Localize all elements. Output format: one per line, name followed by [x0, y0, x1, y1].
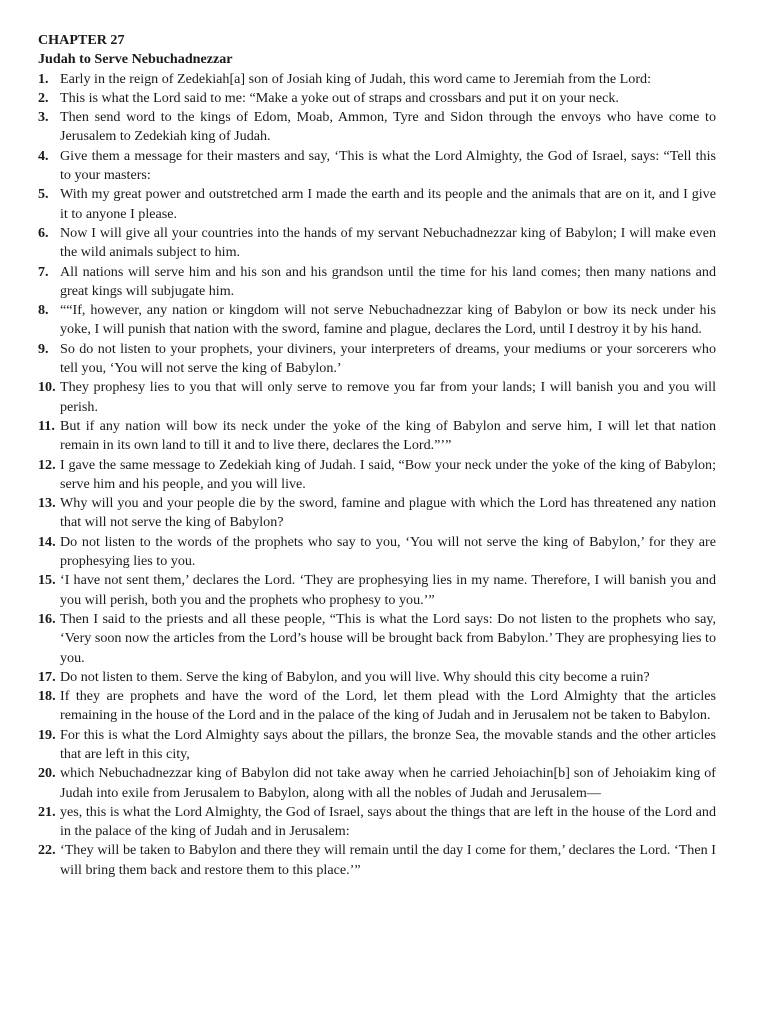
- verse-item: [38, 687, 716, 726]
- verse-item: [38, 764, 716, 803]
- verse-item: [38, 668, 716, 687]
- verse-number: 22.: [38, 842, 56, 859]
- section-title: Judah to Serve Nebuchadnezzar: [38, 51, 233, 68]
- verse-item: [38, 224, 716, 263]
- verse-number: 6.: [38, 224, 49, 241]
- verse-text: ‘They will be taken to Babylon and there they will remain until the day I come for them,’ declares the Lord. ‘Then I will bring them back and restore them to this place.’”: [60, 842, 716, 878]
- verse-number: 13.: [38, 495, 56, 512]
- verse-item: [38, 533, 716, 572]
- verse-text: Do not listen to the words of the prophets who say to you, ‘You will not serve the king of Babylon,’ for they are prophesying lies to you.: [60, 533, 716, 570]
- verse-number: 5.: [38, 186, 49, 203]
- verse-number: 20.: [38, 765, 56, 782]
- verse-item: [38, 841, 716, 880]
- verse-item: [38, 417, 716, 456]
- verse-text: Then I said to the priests and all these people, “This is what the Lord says: Do not listen to the prophets who say, ‘Very soon now the articles from the Lord’s house will be brought back from Babylon.’ They are prophesying lies to you.: [60, 610, 716, 666]
- verse-text: Why will you and your people die by the sword, famine and plague with which the Lord has threatened any nation that will not serve the king of Babylon?: [60, 495, 716, 531]
- verse-item: [38, 494, 716, 533]
- verse-item: [38, 89, 716, 108]
- verse-number: 21.: [38, 803, 56, 820]
- verse-number: 12.: [38, 456, 56, 473]
- verse-text: which Nebuchadnezzar king of Babylon did not take away when he carried Jehoiachin[b] son of Jehoiakim king of Judah into exile from Jerusalem to Babylon, along with all the nobles of Judah and Jerusalem—: [60, 765, 716, 801]
- verse-list: [38, 70, 716, 880]
- chapter-title: CHAPTER 27: [38, 32, 125, 48]
- verse-item: [38, 726, 716, 765]
- verse-text: Give them a message for their masters and say, ‘This is what the Lord Almighty, the God of Israel, says: “Tell this to your masters:: [60, 147, 716, 184]
- verse-text: Do not listen to them. Serve the king of Babylon, and you will live. Why should this city become a ruin?: [60, 668, 650, 685]
- verse-text: I gave the same message to Zedekiah king of Judah. I said, “Bow your neck under the yoke of the king of Babylon; serve him and his people, and you will live.: [60, 456, 716, 492]
- verse-text: But if any nation will bow its neck under the yoke of the king of Babylon and serve him, I will let that nation remain in its own land to till it and to live there, declares the Lord.”’”: [60, 417, 716, 454]
- verse-text: ““If, however, any nation or kingdom will not serve Nebuchadnezzar king of Babylon or bow its neck under his yoke, I will punish that nation with the sword, famine and plague, declares the Lord, until I destroy it by his hand.: [60, 302, 716, 338]
- verse-text: They prophesy lies to you that will only serve to remove you far from your lands; I will banish you and you will perish.: [60, 379, 716, 415]
- verse-text: yes, this is what the Lord Almighty, the God of Israel, says about the things that are left in the house of the Lord and in the palace of the king of Judah and in Jerusalem:: [60, 803, 716, 840]
- verse-text: This is what the Lord said to me: “Make a yoke out of straps and crossbars and put it on your neck.: [60, 89, 619, 106]
- verse-number: 3.: [38, 109, 49, 126]
- verse-text: If they are prophets and have the word of the Lord, let them plead with the Lord Almighty that the articles remaining in the house of the Lord and in the palace of the king of Judah and in Jerusalem not be taken to Babylon.: [60, 688, 716, 724]
- verse-text: Then send word to the kings of Edom, Moab, Ammon, Tyre and Sidon through the envoys who have come to Jerusalem to Zedekiah king of Judah.: [60, 109, 716, 145]
- verse-item: [38, 108, 716, 147]
- verse-text: Early in the reign of Zedekiah[a] son of Josiah king of Judah, this word came to Jeremiah from the Lord:: [60, 70, 651, 87]
- verse-number: 15.: [38, 572, 56, 589]
- verse-number: 10.: [38, 379, 56, 396]
- verse-text: Now I will give all your countries into the hands of my servant Nebuchadnezzar king of Babylon; I will make even the wild animals subject to him.: [60, 224, 716, 261]
- verse-number: 8.: [38, 302, 49, 319]
- verse-number: 18.: [38, 688, 56, 705]
- verse-number: 11.: [38, 417, 55, 434]
- verse-item: [38, 803, 716, 842]
- verse-number: 2.: [38, 89, 49, 106]
- verse-item: [38, 301, 716, 340]
- verse-number: 17.: [38, 668, 56, 685]
- verse-number: 1.: [38, 70, 49, 87]
- verse-text: With my great power and outstretched arm I made the earth and its people and the animals that are on it, and I give it to anyone I please.: [60, 186, 716, 222]
- verse-item: [38, 378, 716, 417]
- verse-item: [38, 610, 716, 668]
- verse-number: 16.: [38, 610, 56, 627]
- verse-text: So do not listen to your prophets, your diviners, your interpreters of dreams, your mediums or your sorcerers who tell you, ‘You will not serve the king of Babylon.’: [60, 340, 716, 377]
- verse-item: [38, 571, 716, 610]
- verse-text: For this is what the Lord Almighty says about the pillars, the bronze Sea, the movable stands and the other articles that are left in this city,: [60, 726, 716, 762]
- verse-number: 9.: [38, 340, 49, 357]
- verse-item: [38, 340, 716, 379]
- verse-text: ‘I have not sent them,’ declares the Lord. ‘They are prophesying lies in my name. Therefore, I will banish you and you will perish, both you and the prophets who prophesy to you.’”: [60, 572, 716, 608]
- verse-number: 4.: [38, 147, 49, 164]
- verse-item: [38, 70, 716, 89]
- verse-item: [38, 456, 716, 495]
- verse-item: [38, 263, 716, 302]
- verse-text: All nations will serve him and his son and his grandson until the time for his land comes; then many nations and great kings will subjugate him.: [60, 263, 716, 299]
- verse-number: 7.: [38, 263, 49, 280]
- verse-item: [38, 185, 716, 224]
- verse-number: 14.: [38, 533, 56, 550]
- verse-number: 19.: [38, 726, 56, 743]
- verse-item: [38, 147, 716, 186]
